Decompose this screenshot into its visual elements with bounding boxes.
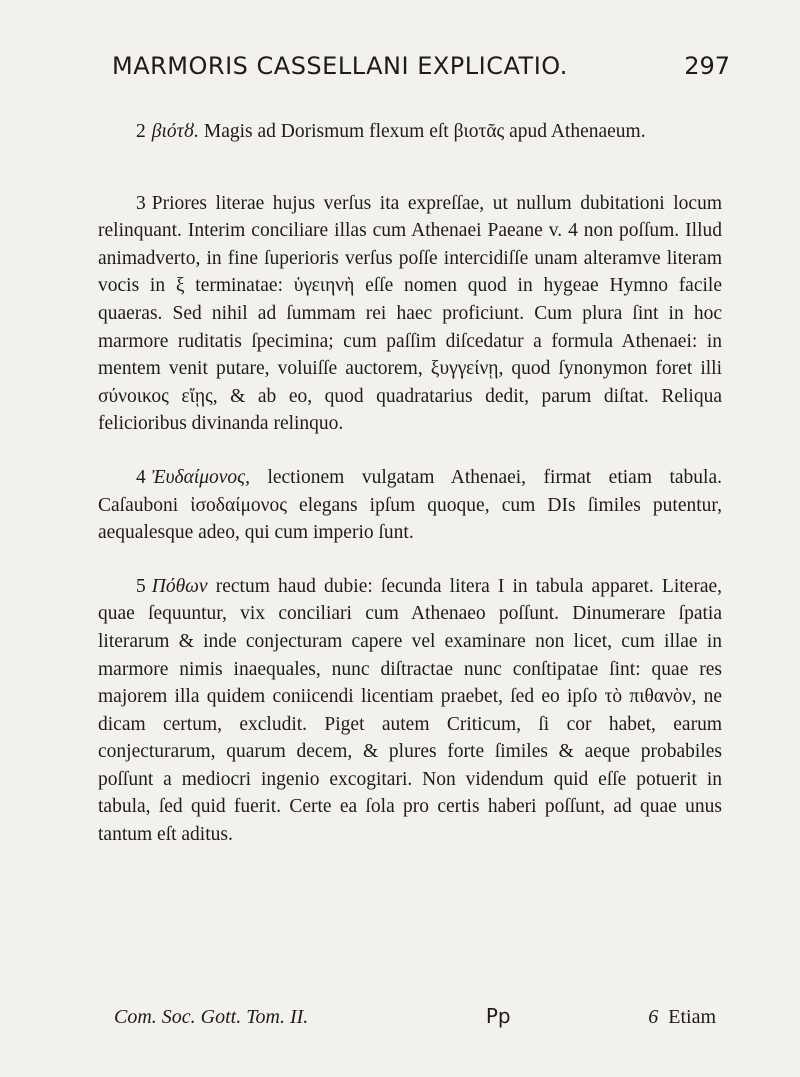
note-text: Priores literae hujus verſus ita expreſſae, ut nullum dubitationi locum relinquant. Interim conciliare illas cum Athenaei Paeane v. 4 non poſſum. Illud animadverto, in fine ſuperioris verſus poſſe intercidiſſe unam alteramve literam vocis in ξ terminatae: ὑγειηνὴ eſſe nomen quod in hygeae Hymno facile quaeras. Sed nihil ad ſummam rei haec proficiunt. Cum plura ſint in hoc marmore ruditatis ſpecimina; cum paſſim diſcedatur a formula Athenaei: in mentem venit putare, voluiſſe auctorem, ξυγγείνῃ, quod ſynonymon foret illi σύνοικος εἴῃς, & ab eo, quod quadratarius dedit, parum diſtat. Reliqua felicioribus divinanda relinquo. bbox=[98, 192, 722, 435]
note-number: 5 bbox=[136, 575, 146, 597]
note-5 bbox=[98, 573, 722, 849]
note-number: 3 bbox=[136, 192, 146, 214]
note-text: lectionem vulgatam Athenaei, firmat etiam tabula. Caſauboni ἰσοδαίμονος elegans ipſum quoque, cum DIs ſimiles putentur, aequalesque adeo, qui cum imperio ſunt. bbox=[98, 466, 722, 544]
note-lemma: βιότȣ. bbox=[151, 121, 200, 142]
note-3 bbox=[98, 190, 722, 438]
journal-reference: Com. Soc. Gott. Tom. II. bbox=[114, 1006, 309, 1028]
page-footer bbox=[98, 1004, 722, 1029]
catchword-number: 6 bbox=[648, 1006, 659, 1028]
note-lemma: Ἐυδαίμονος, bbox=[151, 466, 250, 488]
signature-mark: Pp bbox=[485, 1004, 511, 1028]
running-head-title: MARMORIS CASSELLANI EXPLICATIO. bbox=[112, 52, 568, 80]
note-lemma: Πόθων bbox=[151, 575, 208, 597]
note-2 bbox=[98, 118, 722, 146]
note-number: 4 bbox=[136, 466, 146, 488]
note-4 bbox=[98, 464, 722, 547]
running-head bbox=[112, 52, 730, 80]
note-text: rectum haud dubie: ſecunda litera I in tabula apparet. Literae, quae ſequuntur, vix conciliari cum Athenaeo poſſunt. Dinumerare ſpatia literarum & inde conjecturam capere vel examinare non licet, cum illae in marmore nimis inaequales, nunc diſtractae nunc conſtipatae ſint: quae res majorem illa quidem coniicendi licentiam praebet, ſed eo ipſo τὸ πιθανὸν, ne dicam certum, excludit. Piget autem Criticum, ſi cor habet, earum conjecturarum, quarum decem, & plures forte ſimiles & aeque probabiles poſſunt a mediocri ingenio excogitari. Non videndum quid eſſe potuerit in tabula, ſed quid fuerit. Certe ea ſola pro certis haberi poſſunt, ad quae unus tantum eſt aditus. bbox=[98, 575, 723, 846]
page-number: 297 bbox=[684, 52, 730, 80]
catchword-text: Etiam bbox=[668, 1006, 716, 1028]
note-number: 2 bbox=[136, 121, 146, 142]
catchword bbox=[648, 1006, 716, 1029]
note-text: Magis ad Dorismum flexum eſt βιοτᾶς apud Athenaeum. bbox=[203, 121, 646, 142]
notes-section bbox=[98, 118, 722, 849]
